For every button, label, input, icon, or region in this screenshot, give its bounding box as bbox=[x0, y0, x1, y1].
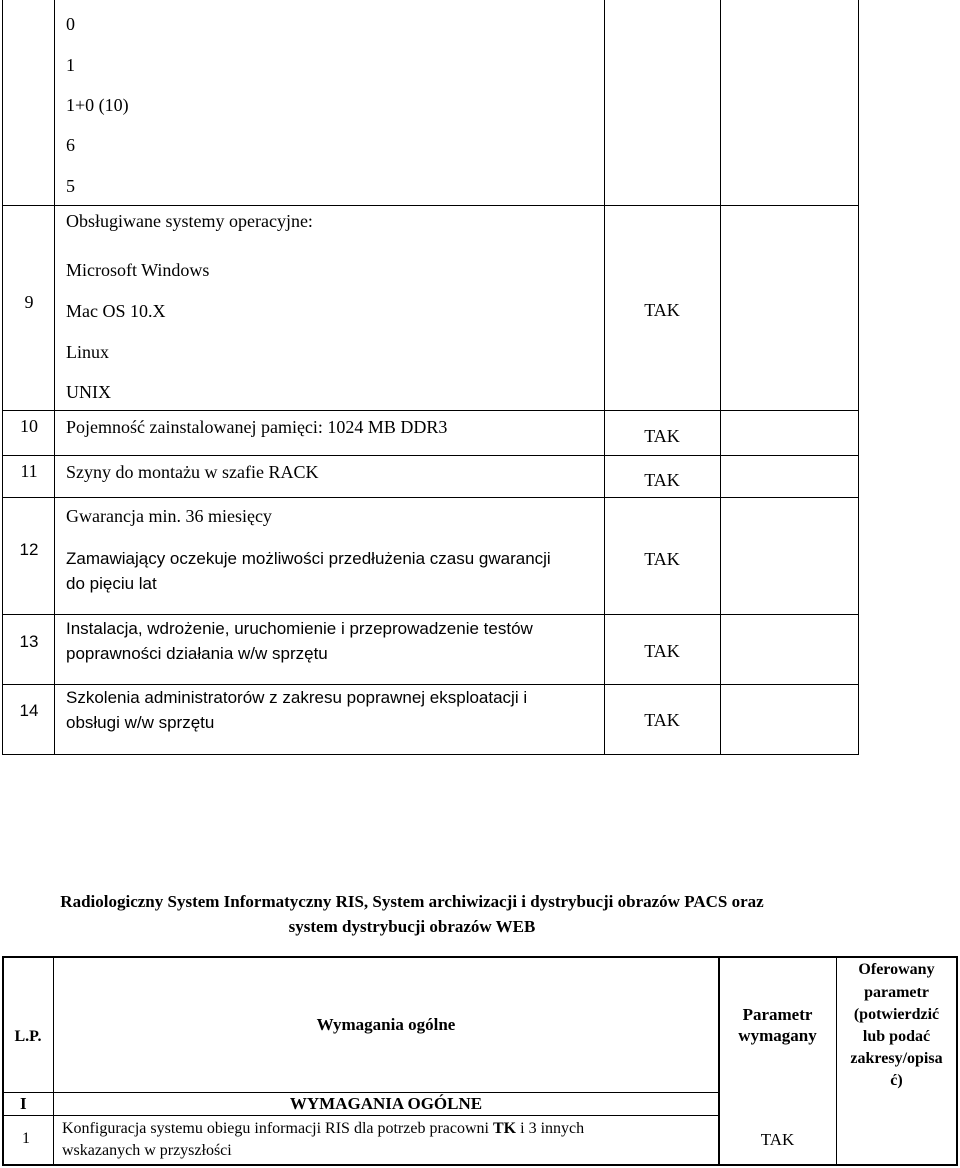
row-text-part: Konfiguracja systemu obiegu informacji RIS dla potrzeb pracowni bbox=[62, 1120, 493, 1137]
top-block-value: 1+0 (10) bbox=[66, 95, 129, 115]
row-lp: 10 bbox=[20, 416, 38, 436]
lower-table-border-left bbox=[2, 956, 4, 1166]
row-text: Mac OS 10.X bbox=[66, 301, 166, 321]
upper-table-col-divider-4 bbox=[858, 0, 859, 755]
upper-table-row-line bbox=[2, 614, 858, 615]
row-lp: 13 bbox=[19, 632, 39, 651]
section-row-label: WYMAGANIA OGÓLNE bbox=[289, 1094, 483, 1113]
row-text: obsługi w/w sprzętu bbox=[66, 713, 215, 732]
lower-table-col-divider-1 bbox=[53, 956, 54, 1166]
row-text: poprawności działania w/w sprzętu bbox=[66, 644, 328, 663]
row-text-line-2: wskazanych w przyszłości bbox=[62, 1142, 232, 1159]
upper-table-col-divider-3 bbox=[720, 0, 721, 755]
row-value: TAK bbox=[644, 549, 680, 569]
header-offered-param-line-5: zakresy/opisa bbox=[850, 1050, 943, 1067]
top-block-value: 5 bbox=[66, 176, 75, 196]
header-lp: L.P. bbox=[14, 1028, 42, 1045]
row-text: Obsługiwane systemy operacyjne: bbox=[66, 211, 313, 231]
upper-table-row-line bbox=[2, 497, 858, 498]
row-lp: 12 bbox=[19, 540, 39, 559]
lower-table-border-bottom bbox=[2, 1164, 958, 1166]
row-text: Microsoft Windows bbox=[66, 260, 210, 280]
header-requirements: Wymagania ogólne bbox=[316, 1015, 456, 1034]
row-text: Instalacja, wdrożenie, uruchomienie i przeprowadzenie testów bbox=[66, 619, 533, 638]
row-text-bold: TK bbox=[493, 1120, 517, 1137]
section-title-line-1: Radiologiczny System Informatyczny RIS, System archiwizacji i dystrybucji obrazów PACS oraz bbox=[60, 892, 764, 911]
lower-table-border-right bbox=[956, 956, 958, 1166]
header-offered-param-line-3: (potwierdzić bbox=[853, 1006, 940, 1023]
row-lp: 9 bbox=[24, 292, 34, 312]
row-text: do pięciu lat bbox=[66, 574, 157, 593]
row-lp: 11 bbox=[20, 461, 38, 481]
row-value: TAK bbox=[760, 1130, 795, 1149]
row-lp: 1 bbox=[22, 1130, 30, 1147]
upper-table-row-line bbox=[2, 684, 858, 685]
upper-table-row-line bbox=[2, 205, 858, 206]
row-text: Szyny do montażu w szafie RACK bbox=[66, 462, 319, 482]
row-text: Gwarancja min. 36 miesięcy bbox=[66, 506, 272, 526]
top-block-value: 1 bbox=[66, 55, 75, 75]
upper-table-row-line bbox=[2, 754, 858, 755]
lower-table-border-top bbox=[2, 956, 958, 958]
row-text-part: i 3 innych bbox=[516, 1120, 585, 1137]
header-required-param-line-2: wymagany bbox=[738, 1026, 817, 1045]
row-value: TAK bbox=[644, 426, 680, 446]
header-offered-param-line-4: lub podać bbox=[862, 1028, 931, 1045]
row-text: UNIX bbox=[66, 382, 111, 402]
row-value: TAK bbox=[644, 641, 680, 661]
row-text: Linux bbox=[66, 342, 109, 362]
header-offered-param-line-6: ć) bbox=[890, 1072, 903, 1089]
row-value: TAK bbox=[644, 300, 680, 320]
header-offered-param-line-2: parametr bbox=[864, 984, 929, 1001]
row-text: Zamawiający oczekuje możliwości przedłużenia czasu gwarancji bbox=[66, 549, 551, 568]
row-value: TAK bbox=[644, 470, 680, 490]
row-value: TAK bbox=[644, 710, 680, 730]
header-offered-param-line-1: Oferowany bbox=[858, 961, 935, 978]
top-block-value: 6 bbox=[66, 135, 75, 155]
lower-table-row-line bbox=[2, 1115, 718, 1116]
section-row-lp: I bbox=[20, 1094, 27, 1113]
row-lp: 14 bbox=[19, 701, 39, 720]
row-text-line-1 bbox=[62, 1118, 584, 1140]
top-block-value: 0 bbox=[66, 14, 75, 34]
upper-table-row-line bbox=[2, 455, 858, 456]
row-text: Szkolenia administratorów z zakresu poprawnej eksploatacji i bbox=[66, 688, 528, 707]
header-required-param-line-1: Parametr bbox=[742, 1005, 813, 1024]
row-text: Pojemność zainstalowanej pamięci: 1024 MB DDR3 bbox=[66, 417, 448, 437]
section-title-line-2: system dystrybucji obrazów WEB bbox=[288, 917, 536, 936]
upper-table-row-line bbox=[2, 410, 858, 411]
